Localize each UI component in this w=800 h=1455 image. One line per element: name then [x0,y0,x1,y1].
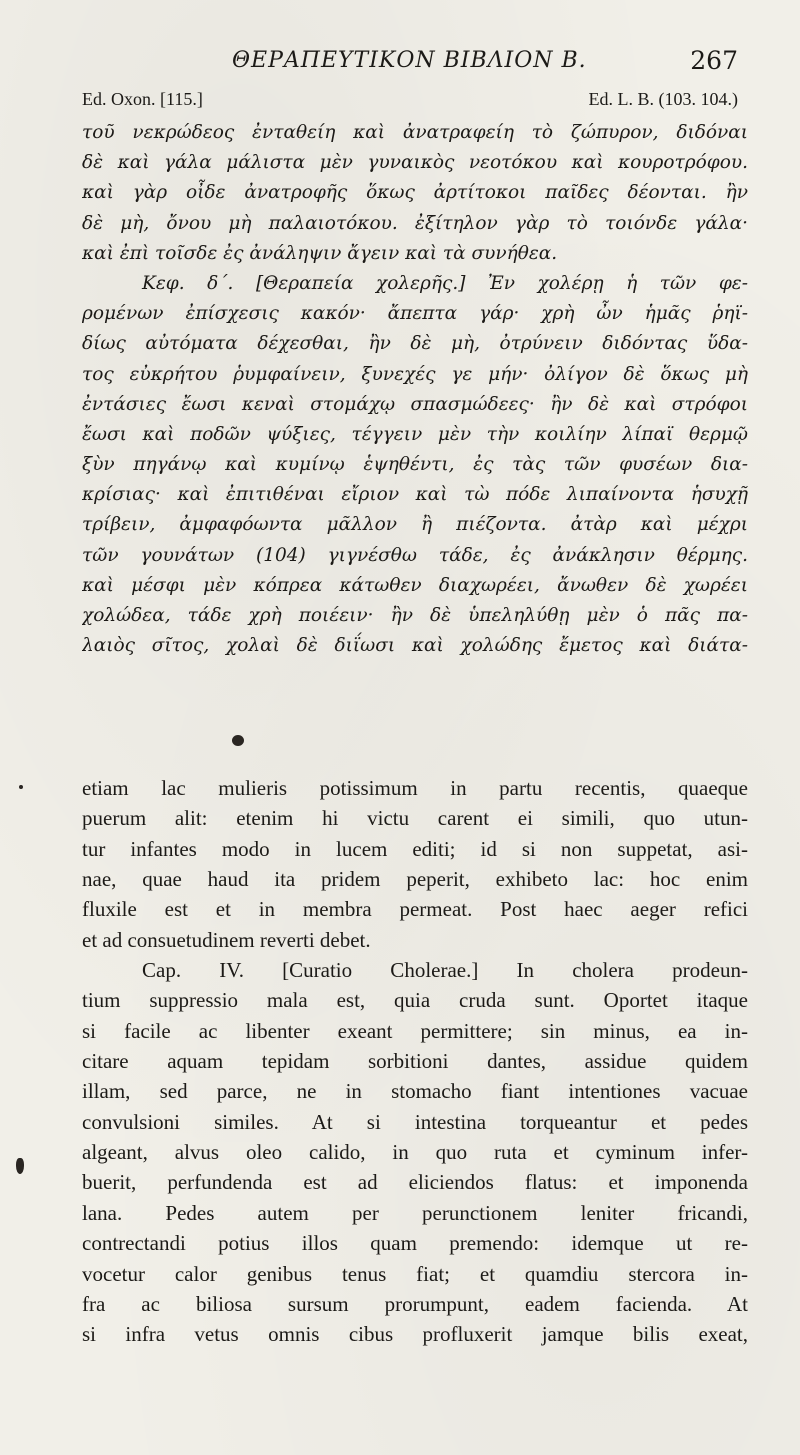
greek-line: δὲ καὶ γάλα μάλιστα μὲν γυναικὸς νεοτόκου καὶ κουροτρόφου. [82,152,748,174]
latin-line: buerit, perfundenda est ad eliciendos flatus: et imponenda [82,1170,748,1195]
greek-line: δίως αὐτόματα δέχεσθαι, ἢν δὲ μὴ, ὀτρύνειν διδόντας ὕδα- [82,333,748,355]
latin-line: vocetur calor genibus tenus fiat; et quamdiu stercora in- [82,1261,748,1286]
latin-line: lana. Pedes autem per perunctionem leniter fricandi, [82,1200,748,1225]
page-number: 267 [690,46,738,75]
running-title: ΘΕΡΑΠΕΥΤΙΚΟΝ ΒΙΒΛΙΟΝ Β. [232,48,587,73]
latin-text-block [82,773,748,1350]
latin-line: illam, sed parce, ne in stomacho fiant intentiones vacuae [82,1079,748,1104]
latin-line: et ad consuetudinem reverti debet. [82,927,371,952]
ink-speck [19,785,23,789]
latin-line: puerum alit: etenim hi victu carent ei simili, quo utun- [82,806,748,831]
latin-line: fluxile est et in membra permeat. Post haec aeger refici [82,897,748,922]
latin-line: citare aquam tepidam sorbitioni dantes, assidue quidem [82,1049,748,1074]
greek-line: τος εὐκρήτου ῥυμφαίνειν, ξυνεχές γε μήν· ὀλίγον δὲ ὅκως μὴ [82,363,748,385]
greek-line: κρίσιας· καὶ ἐπιτιθέναι εἴριον καὶ τὼ πόδε λιπαίνοντα ἡσυχῇ [82,484,748,506]
greek-line: καὶ ἐπὶ τοῖσδε ἐς ἀνάληψιν ἄγειν καὶ τὰ συνήθεα. [82,242,558,264]
greek-line: τρίβειν, ἀμφαφόωντα μᾶλλον ἢ πιέζοντα. ἀτὰρ καὶ μέχρι [82,514,748,536]
greek-line: λαιὸς σῖτος, χολαὶ δὲ διΐωσι καὶ χολώδης ἔμετος καὶ διάτα- [82,635,748,657]
latin-line: fra ac biliosa sursum prorumpunt, eadem facienda. At [82,1291,748,1316]
greek-line: χολώδεα, τάδε χρὴ ποιέειν· ἢν δὲ ὑπεληλύθῃ μὲν ὁ πᾶς πα- [82,605,748,626]
edition-reference-lb: Ed. L. B. (103. 104.) [588,89,738,109]
greek-line: δὲ μὴ, ὄνου μὴ παλαιοτόκου. ἐξίτηλον γὰρ τὸ τοιόνδε γάλα· [82,212,748,234]
latin-line: contrectandi potius illos quam premendo: idemque ut re- [82,1231,748,1256]
latin-line: convulsioni similes. At si intestina torqueantur et pedes [82,1109,748,1134]
latin-line: tur infantes modo in lucem editi; id si non suppetat, asi- [82,836,748,861]
running-head [82,42,738,82]
latin-line: algeant, alvus oleo calido, in quo ruta et cyminum infer- [82,1140,748,1165]
latin-line: si facile ac libenter exeant permittere; sin minus, ea in- [82,1018,748,1043]
greek-line: ξὺν πηγάνῳ καὶ κυμίνῳ ἑψηθέντι, ἐς τὰς τῶν φυσέων δια- [82,454,748,476]
greek-line: καὶ μέσφι μὲν κόπρεα κάτωθεν διαχωρέει, ἄνωθεν δὲ χωρέει [82,574,748,596]
latin-line: nae, quae haud ita pridem peperit, exhibeto lac: hoc enim [82,867,748,892]
latin-line: tium suppressio mala est, quia cruda sunt. Oportet itaque [82,988,748,1013]
edition-reference-oxford: Ed. Oxon. [115.] [82,89,203,109]
edition-reference-line [82,89,738,117]
latin-chapter-heading-line: Cap. IV. [Curatio Cholerae.] In cholera prodeun- [142,958,748,983]
greek-line: ἐντάσιες ἔωσι κεναὶ στομάχῳ σπασμώδεες· ἢν δὲ καὶ στρόφοι [82,393,748,415]
latin-line: si infra vetus omnis cibus profluxerit jamque bilis exeat, [82,1322,748,1347]
greek-line: ρομένων ἐπίσχεσις κακόν· ἄπεπτα γάρ· χρὴ ὦν ἡμᾶς ῥηϊ- [82,303,748,325]
ink-blot [16,1158,24,1174]
greek-chapter-heading-line: Κεφ. δ΄. [Θεραπεία χολερῆς.] Ἐν χολέρῃ ἡ τῶν φε- [142,272,748,294]
ink-blot [232,735,244,746]
greek-text-block [82,118,748,661]
greek-line: τοῦ νεκρώδεος ἐνταθείη καὶ ἀνατραφείη τὸ ζώπυρον, διδόναι [82,122,748,143]
greek-line: ἔωσι καὶ ποδῶν ψύξιες, τέγγειν μὲν τὴν κοιλίην λίπαϊ θερμῷ [82,423,748,445]
greek-line: τῶν γουνάτων (104) γιγνέσθω τάδε, ἐς ἀνάκλησιν θέρμης. [82,544,748,566]
latin-line: etiam lac mulieris potissimum in partu recentis, quaeque [82,776,748,800]
greek-line: καὶ γὰρ οἶδε ἀνατροφῆς ὅκως ἀρτίτοκοι παῖδες δέονται. ἢν [82,182,748,204]
